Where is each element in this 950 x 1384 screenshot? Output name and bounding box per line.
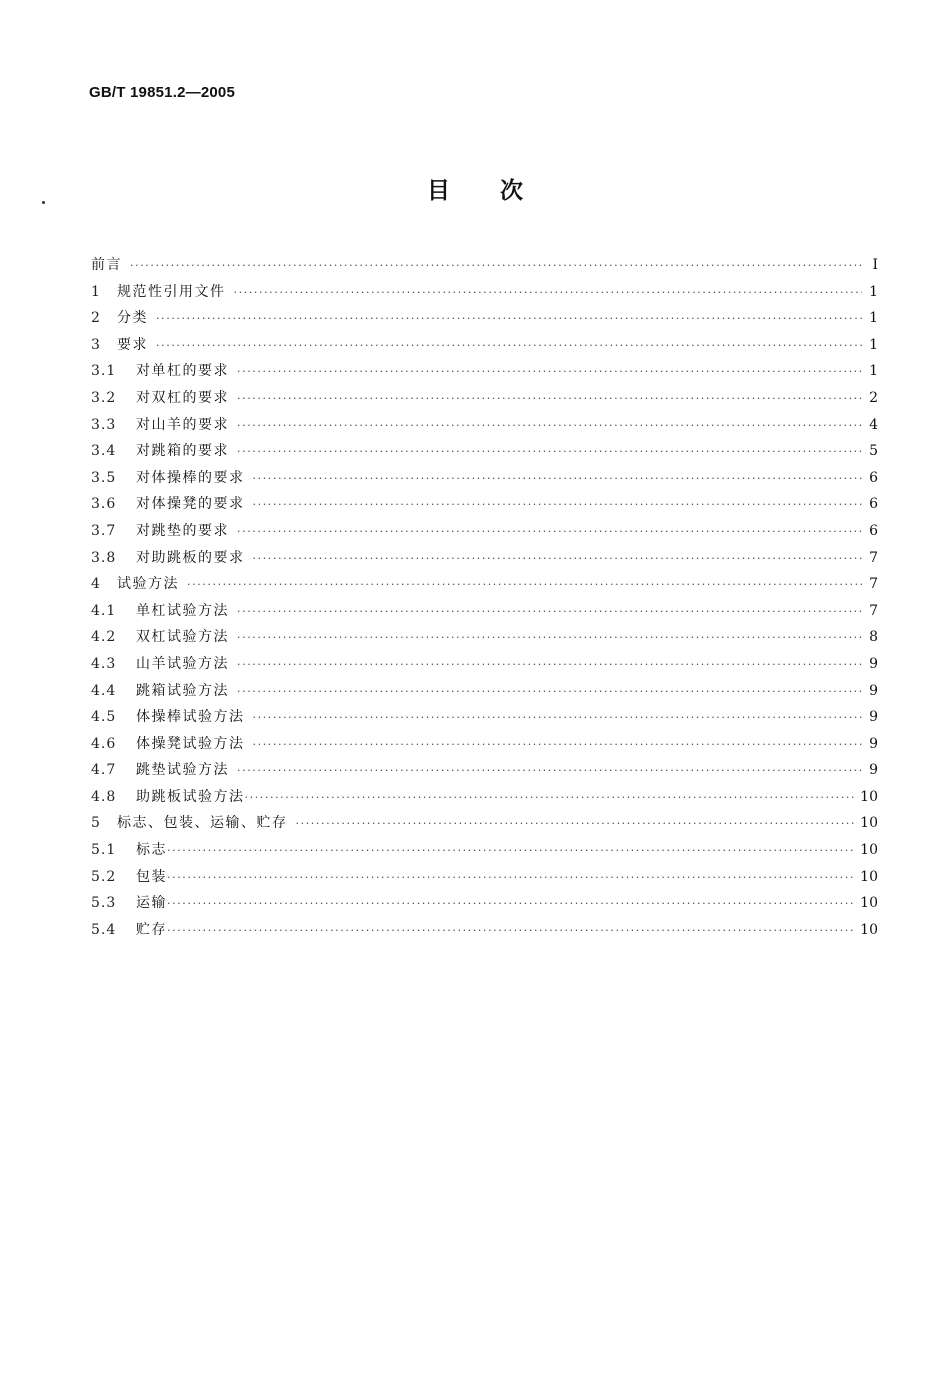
toc-leader-dots <box>130 256 862 276</box>
toc-entry-label: 山羊试验方法 <box>136 655 229 672</box>
toc-entry-page: 6 <box>869 469 878 486</box>
toc-entry-number: 3 <box>91 336 101 353</box>
toc-leader-dots <box>156 336 862 356</box>
toc-entry-number: 1 <box>91 283 101 300</box>
toc-leader-dots <box>167 868 854 888</box>
toc-entry-page: 10 <box>860 868 878 885</box>
toc-entry[interactable] <box>91 893 878 920</box>
toc-leader-dots <box>237 416 862 436</box>
toc-entry-label: 对体操凳的要求 <box>136 496 245 513</box>
toc-entry-number: 5.3 <box>91 895 117 912</box>
toc-entry-number: 3.1 <box>91 363 117 380</box>
toc-entry-number: 5 <box>91 815 101 832</box>
toc-entry-label: 体操凳试验方法 <box>136 735 245 752</box>
toc-entry-number: 4.4 <box>91 682 117 699</box>
toc-leader-dots <box>187 575 862 595</box>
toc-leader-dots <box>296 814 855 834</box>
toc-entry-label: 单杠试验方法 <box>136 602 229 619</box>
toc-entry-label: 标志、包装、运输、贮存 <box>117 815 288 832</box>
page-title <box>0 172 950 205</box>
toc-entry-number: 3.6 <box>91 496 117 513</box>
toc-leader-dots <box>253 708 863 728</box>
toc-entry[interactable] <box>91 760 878 787</box>
toc-entry[interactable] <box>91 813 878 840</box>
toc-entry-page: 7 <box>869 576 878 593</box>
toc-entry-number: 4.8 <box>91 788 117 805</box>
toc-entry-page: 9 <box>869 709 878 726</box>
toc-entry-label: 体操棒试验方法 <box>136 709 245 726</box>
toc-entry-page: 4 <box>869 416 878 433</box>
toc-entry[interactable] <box>91 494 878 521</box>
toc-entry-page: 10 <box>860 895 878 912</box>
toc-entry-number: 5.1 <box>91 842 117 859</box>
toc-entry-number: 4.3 <box>91 655 117 672</box>
toc-entry-page: 1 <box>869 336 878 353</box>
toc-entry-label: 对山羊的要求 <box>136 416 229 433</box>
toc-entry-page: 10 <box>860 788 878 805</box>
toc-leader-dots <box>234 283 863 303</box>
page-title-part1: 目 <box>427 178 450 204</box>
toc-entry-page: 1 <box>869 283 878 300</box>
toc-entry-label: 贮存 <box>136 921 167 938</box>
toc-entry-page: 6 <box>869 496 878 513</box>
toc-entry-number: 3.8 <box>91 549 117 566</box>
toc-entry-page: 10 <box>860 921 878 938</box>
toc-entry[interactable] <box>91 361 878 388</box>
toc-leader-dots <box>167 921 854 941</box>
toc-entry[interactable] <box>91 282 878 309</box>
toc-entry-number: 3.4 <box>91 443 117 460</box>
toc-leader-dots <box>237 761 862 781</box>
toc-entry-page: 7 <box>869 602 878 619</box>
toc-entry[interactable] <box>91 920 878 947</box>
toc-entry[interactable] <box>91 734 878 761</box>
toc-leader-dots <box>237 389 862 409</box>
toc-leader-dots <box>237 522 862 542</box>
toc-entry[interactable] <box>91 601 878 628</box>
toc-entry-label: 对单杠的要求 <box>136 363 229 380</box>
toc-leader-dots <box>237 628 862 648</box>
toc-entry-label: 标志 <box>136 842 167 859</box>
toc-leader-dots <box>237 602 862 622</box>
toc-leader-dots <box>167 841 854 861</box>
toc-entry[interactable] <box>91 707 878 734</box>
toc-entry-label: 对体操棒的要求 <box>136 469 245 486</box>
toc-entry-number: 2 <box>91 310 101 327</box>
toc-entry[interactable] <box>91 787 878 814</box>
toc-entry[interactable] <box>91 574 878 601</box>
toc-leader-dots <box>167 894 854 914</box>
toc-leader-dots <box>237 682 862 702</box>
toc-leader-dots <box>237 442 862 462</box>
toc-entry-number: 3.7 <box>91 522 117 539</box>
toc-leader-dots <box>253 495 863 515</box>
toc-entry-label: 分类 <box>117 310 148 327</box>
toc-entry-number: 5.4 <box>91 921 117 938</box>
toc-entry-label: 对跳箱的要求 <box>136 443 229 460</box>
toc-entry-label: 要求 <box>117 336 148 353</box>
toc-entry[interactable] <box>91 840 878 867</box>
toc-entry-number: 3.5 <box>91 469 117 486</box>
toc-entry-page: 10 <box>860 842 878 859</box>
toc-leader-dots <box>237 362 862 382</box>
toc-entry-number: 3.2 <box>91 389 117 406</box>
toc-entry-number: 4.6 <box>91 735 117 752</box>
toc-entry-number: 3.3 <box>91 416 117 433</box>
standard-number: GB/T 19851.2—2005 <box>89 84 235 101</box>
toc-entry[interactable] <box>91 867 878 894</box>
toc-entry-label: 对跳垫的要求 <box>136 522 229 539</box>
toc-entry[interactable] <box>91 548 878 575</box>
toc-entry-number: 4.7 <box>91 762 117 779</box>
toc-entry-label: 助跳板试验方法 <box>136 788 245 805</box>
toc-leader-dots <box>253 469 863 489</box>
table-of-contents <box>91 255 878 946</box>
toc-entry-number: 5.2 <box>91 868 117 885</box>
toc-entry-page: 9 <box>869 735 878 752</box>
toc-entry-label: 规范性引用文件 <box>117 283 226 300</box>
toc-leader-dots <box>253 549 863 569</box>
toc-entry-label: 运输 <box>136 895 167 912</box>
toc-entry-label: 前言 <box>91 257 122 273</box>
page-title-part2: 次 <box>500 178 523 204</box>
toc-entry[interactable] <box>91 521 878 548</box>
toc-entry[interactable] <box>91 627 878 654</box>
toc-entry[interactable] <box>91 681 878 708</box>
toc-entry-page: 9 <box>869 682 878 699</box>
toc-entry-page: 6 <box>869 522 878 539</box>
toc-entry-number: 4.5 <box>91 709 117 726</box>
toc-leader-dots <box>253 735 863 755</box>
toc-entry-page: 7 <box>869 549 878 566</box>
toc-entry-page: 10 <box>860 815 878 832</box>
toc-entry-label: 双杠试验方法 <box>136 629 229 646</box>
toc-entry-page: 5 <box>869 443 878 460</box>
toc-entry[interactable] <box>91 255 878 282</box>
toc-entry-page: 2 <box>869 389 878 406</box>
toc-entry-label: 对助跳板的要求 <box>136 549 245 566</box>
toc-leader-dots <box>156 309 862 329</box>
toc-entry-page: 1 <box>869 363 878 380</box>
toc-entry-label: 包装 <box>136 868 167 885</box>
toc-entry[interactable] <box>91 441 878 468</box>
toc-entry-number: 4 <box>91 576 101 593</box>
toc-entry-page: 9 <box>869 762 878 779</box>
toc-entry-label: 对双杠的要求 <box>136 389 229 406</box>
toc-entry[interactable] <box>91 415 878 442</box>
toc-entry-number: 4.2 <box>91 629 117 646</box>
toc-leader-dots <box>245 788 855 808</box>
toc-entry[interactable] <box>91 335 878 362</box>
toc-entry-page: Ⅰ <box>872 257 878 273</box>
toc-entry-label: 跳箱试验方法 <box>136 682 229 699</box>
toc-entry[interactable] <box>91 388 878 415</box>
toc-entry[interactable] <box>91 468 878 495</box>
toc-entry-label: 跳垫试验方法 <box>136 762 229 779</box>
toc-entry[interactable] <box>91 654 878 681</box>
toc-leader-dots <box>237 655 862 675</box>
toc-entry-page: 9 <box>869 655 878 672</box>
toc-entry-page: 8 <box>869 629 878 646</box>
toc-entry[interactable] <box>91 308 878 335</box>
toc-entry-label: 试验方法 <box>117 576 179 593</box>
toc-entry-page: 1 <box>869 310 878 327</box>
toc-entry-number: 4.1 <box>91 602 117 619</box>
